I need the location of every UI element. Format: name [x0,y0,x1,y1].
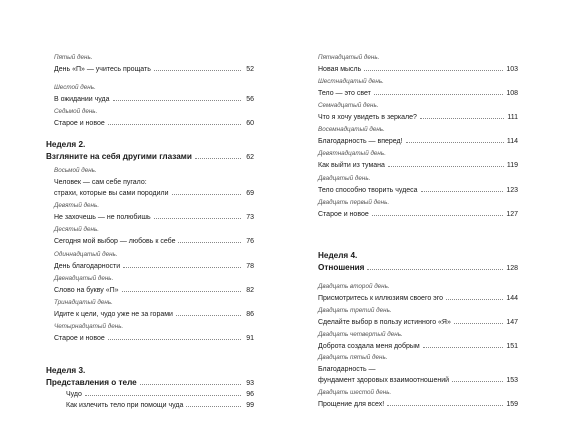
toc-line[interactable] [318,293,518,305]
toc-day-label: Двадцать шестой день. [318,389,392,396]
toc-entry-title: Старое и новое [318,210,369,218]
dot-leader [123,267,241,268]
toc-line[interactable] [54,309,254,321]
toc-day-label: Тринадцатый день. [54,299,113,306]
toc-entry-title: Как излечить тело при помощи чуда [66,402,184,409]
toc-page-number: 62 [246,153,254,161]
dot-leader [406,142,504,143]
toc-entry [54,52,254,75]
dot-leader [154,218,241,219]
toc-entry-title: Человек — сам себе пугало: [54,178,147,186]
dot-leader [122,291,241,292]
toc-page-number: 91 [246,334,254,342]
toc-page-number: 153 [506,377,518,384]
toc-page-number: 60 [246,119,254,127]
toc-line[interactable] [318,136,518,148]
toc-entry-title: Сделайте выбор в пользу истинного «Я» [318,318,451,326]
toc-line[interactable] [54,261,254,273]
toc-day-label: Пятнадцатый день. [318,54,380,61]
toc-page-number: 114 [506,137,518,145]
toc-entry-title: Как выйти из тумана [318,161,385,169]
toc-entry-title: Идите к цели, чудо уже не за горами [54,310,173,318]
toc-page-number: 93 [246,379,254,387]
dot-leader [195,158,241,159]
toc-entry-title: День благодарности [54,262,121,270]
toc-line[interactable] [318,209,518,221]
toc-subentry [66,400,254,412]
toc-entry-title: День «П» — учитесь прощать [54,65,151,73]
toc-day-label: Восьмой день. [54,167,97,174]
toc-entry-title: Представления о теле [46,377,137,387]
toc-entry [318,305,518,328]
toc-entry [318,281,518,304]
toc-entry [318,100,518,123]
dot-leader [108,124,241,125]
toc-entry [318,76,518,99]
dot-leader [420,118,505,119]
toc-line[interactable] [54,118,254,130]
dot-leader [372,215,504,216]
dot-leader [85,395,241,396]
toc-line[interactable] [318,262,518,275]
toc-page-number: 103 [506,65,518,73]
toc-entry-title: страхи, которые вы сами породили [54,190,169,197]
toc-entry-title: Не захочешь — не полюбишь [54,213,151,221]
toc-line[interactable] [318,317,518,329]
toc-line[interactable] [318,112,518,124]
toc-entry [318,197,518,220]
toc-line[interactable] [318,160,518,172]
toc-day-label: Девятый день. [54,202,100,209]
toc-entry-title: Новая мысль [318,65,362,73]
toc-entry-title: Благодарность — [318,365,376,373]
toc-day-label: Четырнадцатый день. [54,323,124,330]
toc-page-number: 128 [506,264,518,272]
dot-leader [178,242,241,243]
toc-entry-title: Взгляните на себя другими глазами [46,151,192,161]
toc-entry [54,106,254,129]
toc-entry-title: Прощение для всех! [318,400,385,408]
toc-entry-title: Тело способно творить чудеса [318,186,418,194]
toc-entry [318,329,518,352]
dot-leader [113,100,241,101]
toc-week-heading [318,251,518,274]
toc-page-number: 86 [246,310,254,318]
toc-entry-title: Присмотритесь к иллюзиям своего эго [318,294,444,302]
toc-line[interactable] [318,64,518,76]
toc-day-label: Шестой день. [54,84,96,91]
toc-day-label: Седьмой день. [54,108,98,115]
toc-entry [318,173,518,196]
toc-page-number: 123 [506,186,518,194]
toc-day-label: Семнадцатый день. [318,102,379,109]
toc-entry-title: Старое и новое [54,334,105,342]
toc-line[interactable] [46,377,254,390]
toc-entry [54,273,254,296]
toc-entry [318,52,518,75]
toc-entry-title: Доброта создала меня добрым [318,342,420,350]
dot-leader [367,269,503,270]
toc-entry-title: фундамент здоровых взаимоотношений [318,377,450,384]
toc-page-number: 76 [246,237,254,245]
toc-entry-title: Отношения [318,262,365,272]
toc-day-label: Двадцать второй день. [318,283,390,290]
dot-leader [108,339,241,340]
toc-entry-title: Старое и новое [54,119,105,127]
toc-line[interactable] [54,212,254,224]
dot-leader [388,166,504,167]
toc-entry [54,249,254,272]
toc-page-number: 127 [506,210,518,218]
toc-week-heading [46,366,254,389]
toc-line[interactable] [54,177,254,189]
toc-entry-title: Что я хочу увидеть в зеркале? [318,113,417,121]
dot-leader [186,406,241,407]
toc-day-label: Двенадцатый день. [54,275,114,282]
toc-day-label: Девятнадцатый день. [318,150,386,157]
dot-leader [423,347,504,348]
dot-leader [364,70,503,71]
toc-entry [318,148,518,171]
toc-day-label: Двадцать третий день. [318,307,392,314]
toc-page-number: 119 [506,161,518,169]
toc-day-label: Десятый день. [54,226,100,233]
toc-page-number: 82 [246,286,254,294]
toc-line[interactable] [318,88,518,100]
toc-entry [54,200,254,223]
toc-page-number: 111 [507,113,518,121]
toc-page-number: 56 [246,95,254,103]
toc-page-number: 144 [506,294,518,302]
toc-page-number: 96 [246,391,254,398]
toc-day-label: Двадцать пятый день. [318,354,388,361]
toc-line[interactable] [318,375,518,387]
dot-leader [452,381,503,382]
toc-day-label: Одиннадцатый день. [54,251,118,258]
toc-page-number: 52 [246,65,254,73]
dot-leader [446,299,503,300]
toc-page-number: 99 [246,402,254,409]
toc-line[interactable] [66,400,254,412]
toc-entry-title: Слово на букву «П» [54,286,119,294]
toc-subentry [66,389,254,401]
toc-page-number: 159 [506,400,518,408]
toc-day-label: Двадцатый день. [318,175,371,182]
dot-leader [154,70,241,71]
week-label: Неделя 4. [318,251,358,260]
week-label: Неделя 3. [46,366,86,375]
toc-line[interactable] [318,341,518,353]
week-label: Неделя 2. [46,140,86,149]
toc-page-number: 73 [246,213,254,221]
toc-day-label: Пятый день. [54,54,93,61]
dot-leader [172,194,241,195]
toc-day-label: Шестнадцатый день. [318,78,384,85]
toc-line[interactable] [46,151,254,164]
toc-page-number: 69 [246,190,254,197]
dot-leader [140,384,241,385]
dot-leader [387,405,503,406]
toc-week-heading [46,140,254,163]
toc-entry-title: Благодарность — вперед! [318,137,403,145]
toc-entry [54,165,254,200]
toc-page-number: 78 [246,262,254,270]
toc-entry [54,321,254,344]
toc-line[interactable] [54,333,254,345]
toc-line[interactable] [318,185,518,197]
toc-page-number: 147 [506,318,518,326]
toc-entry-title: Тело — это свет [318,89,371,97]
toc-line[interactable] [54,236,254,248]
dot-leader [176,315,241,316]
toc-day-label: Двадцать первый день. [318,199,390,206]
toc-line[interactable] [54,188,254,200]
toc-entry [54,82,254,105]
toc-entry-title: Сегодня мой выбор — любовь к себе [54,237,176,245]
toc-entry [318,387,518,410]
toc-entry [54,224,254,247]
dot-leader [454,323,503,324]
toc-page-number: 108 [506,89,518,97]
toc-line[interactable] [54,285,254,297]
dot-leader [374,94,503,95]
toc-entry [54,297,254,320]
toc-line[interactable] [54,64,254,76]
toc-day-label: Восемнадцатый день. [318,126,385,133]
toc-entry-title: В ожидании чуда [54,95,110,103]
toc-entry [318,124,518,147]
toc-line[interactable] [54,94,254,106]
toc-entry [318,352,518,387]
dot-leader [421,191,504,192]
toc-line[interactable] [318,364,518,376]
toc-line[interactable] [66,389,254,401]
toc-line[interactable] [318,399,518,411]
toc-entry-title: Чудо [66,391,82,398]
toc-page-number: 151 [506,342,518,350]
toc-day-label: Двадцать четвертый день. [318,331,403,338]
